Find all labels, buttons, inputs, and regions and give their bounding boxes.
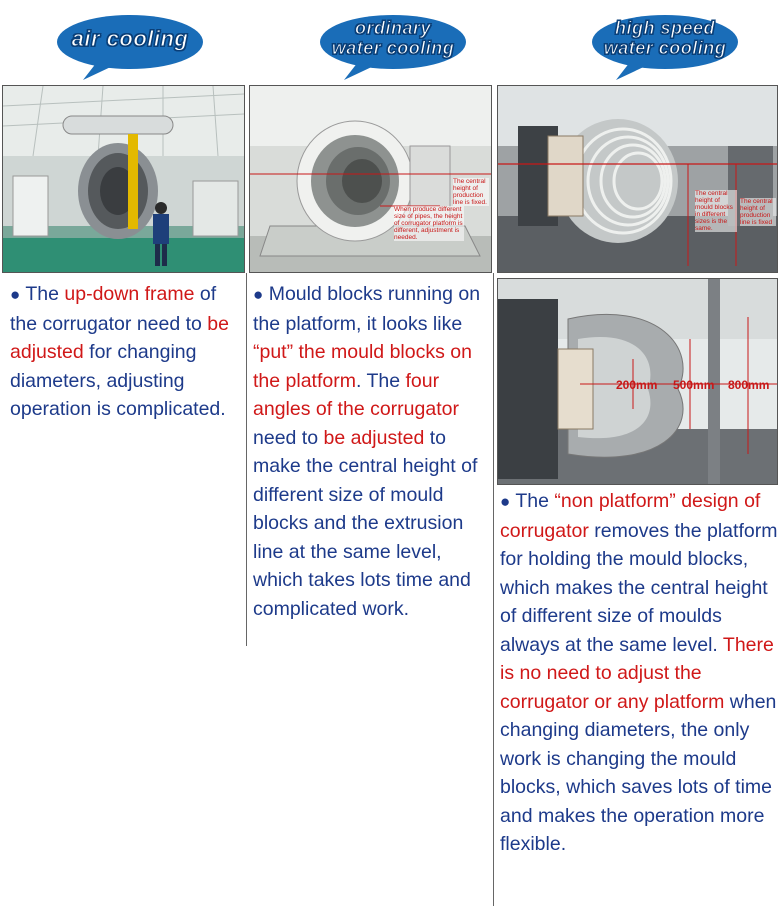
note-production-line-fixed: The central height of production line is fixed [740,198,776,226]
description-air-cooling: ● The up-down frame of the corrugator need to be adjusted for changing diameters, adjusting operation is complicated. [10,283,229,420]
photo-high-speed-corrugator [497,85,778,273]
bullet-icon: ● [10,285,21,304]
header-highspeed-label-1: high speed [614,18,715,38]
header-ordinary-label-2: water cooling [331,38,455,58]
bullet-icon: ● [253,285,264,304]
header-air-cooling [55,12,205,80]
column-divider-2 [493,273,494,906]
description-high-speed-water-cooling: ● The “non platform” design of corrugator removes the platform for holding the mould blocks, which makes the central height of different size of moulds always at the same level. There is no need to adjust the corrugator or any platform when changing diameters, the only work is changing the mould blocks, which saves lots of time and makes the operation more flexible. [500,490,778,855]
photo-air-cooling-corrugator [2,85,245,273]
header-highspeed-label-2: water cooling [603,38,727,58]
header-high-speed-water-cooling [590,12,740,80]
note-mould-central-height: The central height of mould blocks in different sizes is the same. [695,190,737,232]
header-air-cooling-label: air cooling [71,26,189,51]
note-platform-adjustment: When produce different size of pipes, the height of corrugator platform is different, adjustment is needed. [394,206,463,241]
header-ordinary-water-cooling [318,12,468,80]
column-divider-1 [246,273,247,646]
photo-mould-block-dimensions [497,278,778,485]
dimension-label-1: 200mm [616,378,658,392]
dimension-label-3: 800mm [728,378,770,392]
bullet-icon: ● [500,492,511,511]
dimension-label-2: 500mm [673,378,715,392]
photo-ordinary-water-cooling [249,85,492,273]
description-ordinary-water-cooling: ● Mould blocks running on the platform, it looks like “put” the mould blocks on the platform. The four angles of the corrugator need to be adjusted to make the central height of different size of mould blocks and the extrusion line at the same level, which takes lots time and complicated work. [253,283,481,620]
note-central-height-fixed: The central height of production line is fixed. [453,178,489,206]
header-ordinary-label-1: ordinary [354,18,432,38]
